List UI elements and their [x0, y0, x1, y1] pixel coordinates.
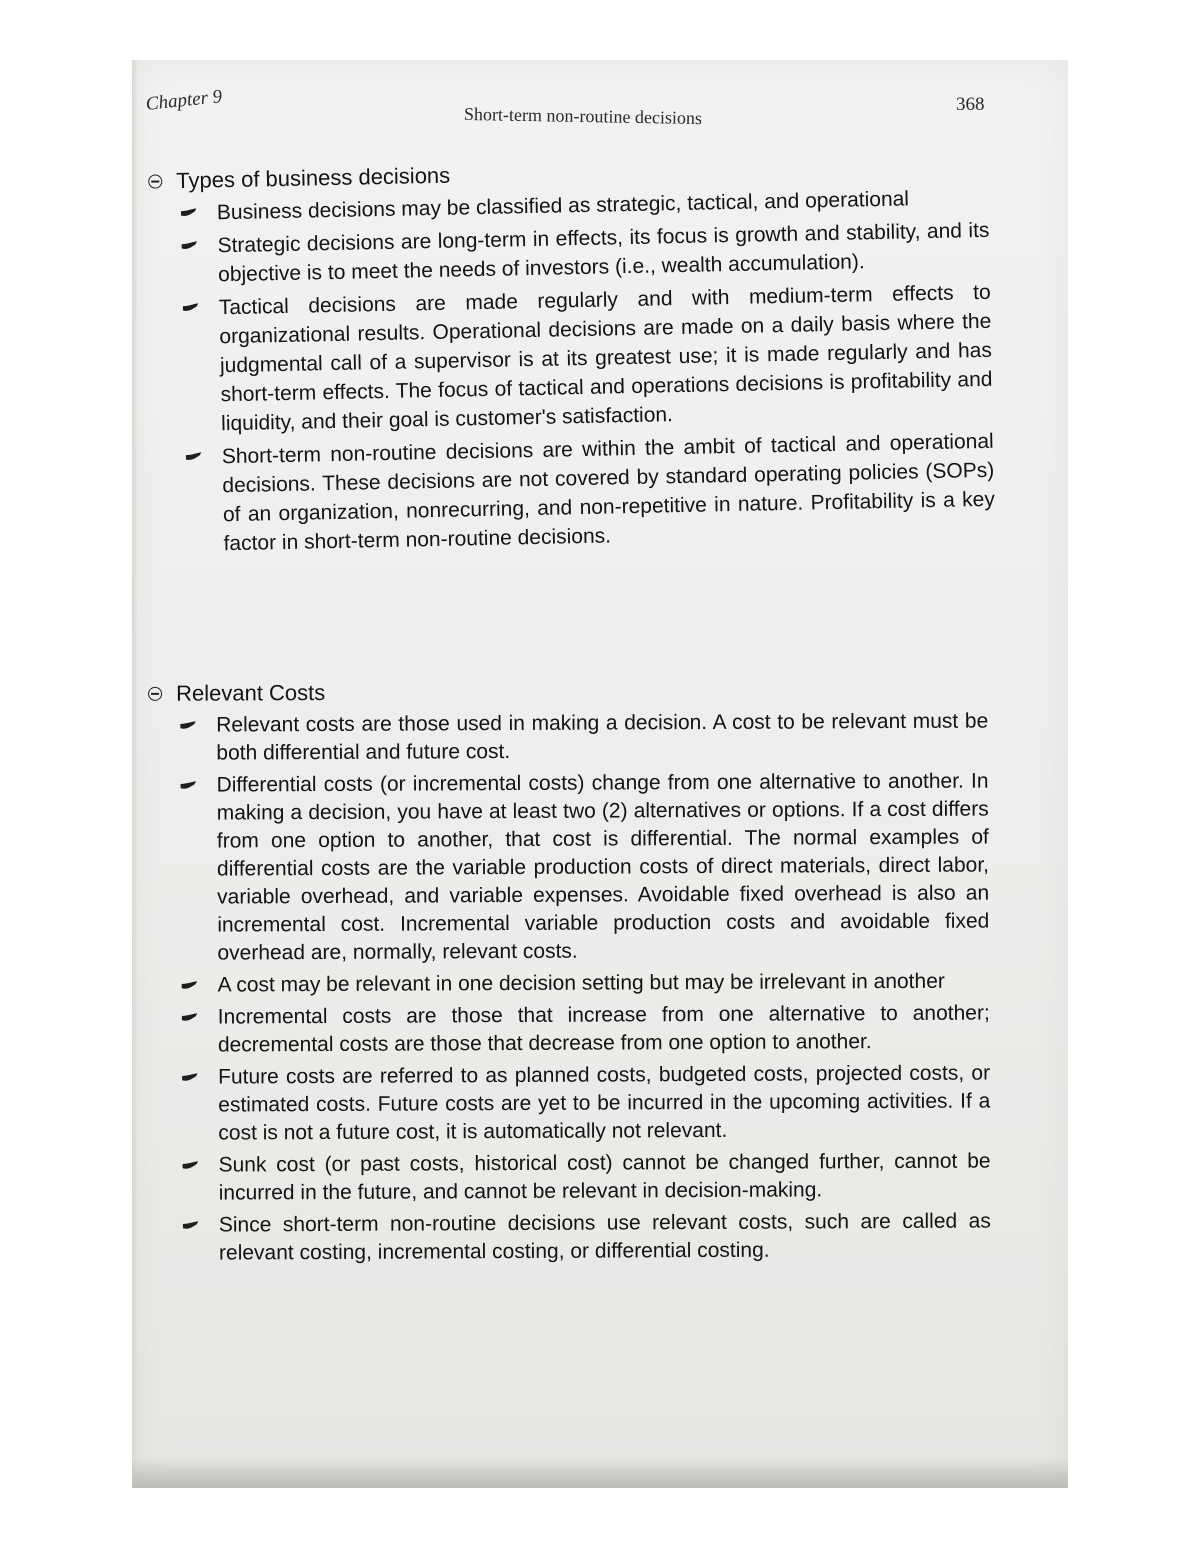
list-item	[135, 1207, 1068, 1268]
section-types-of-business-decisions	[132, 149, 1068, 564]
list-item	[134, 967, 1068, 1000]
list-item-text: Future costs are referred to as planned costs, budgeted costs, projected costs, or estimated costs. Future costs are yet to be incurred in the upcoming activities. If a cost is not a future cost, it is automatically not relevant.	[218, 1061, 991, 1145]
running-title: Short-term non-routine decisions	[463, 103, 703, 129]
section-relevant-costs	[132, 675, 1068, 1272]
list-item-text: Incremental costs are those that increase from one alternative to another; decremental costs are those that decrease from one option to another.	[217, 1001, 990, 1057]
list-item	[134, 1059, 1068, 1148]
circled-minus-icon	[148, 174, 162, 188]
pointing-hand-icon	[180, 721, 196, 730]
pointing-hand-icon	[181, 208, 197, 217]
list-item-text: Business decisions may be classified as strategic, tactical, and operational	[216, 187, 910, 225]
list-item	[132, 767, 1068, 968]
page-sheet	[132, 60, 1068, 1488]
pointing-hand-icon	[183, 1221, 199, 1230]
page-content	[132, 60, 1068, 1488]
section-heading-text: Relevant Costs	[176, 679, 326, 706]
list-item-text: Differential costs (or incremental costs) change from one alternative to another. In making a decision, you have at least two (2) alternatives or options. If a cost differs from one option to another, that cost is differential. The normal examples of differential costs are the variable production costs of direct materials, direct labor, variable overhead, and variable expenses. Avoidable fixed overhead is also an incremental cost. Incremental variable production costs and avoidable fixed overhead are, normally, relevant costs.	[216, 769, 990, 965]
list-item-text: Sunk cost (or past costs, historical cost) cannot be changed further, cannot be incurred in the future, and cannot be relevant in decision-making.	[218, 1149, 991, 1205]
pointing-hand-icon	[181, 781, 197, 790]
pointing-hand-icon	[186, 452, 202, 461]
list-item	[134, 1147, 1068, 1208]
list-item	[134, 999, 1068, 1060]
bullet-list	[133, 181, 1068, 560]
list-item-text: Since short-term non-routine decisions use relevant costs, such are called as relevant costing, incremental costing, or differential costing.	[218, 1209, 991, 1265]
pointing-hand-icon	[182, 1073, 198, 1082]
list-item-text: Short-term non-routine decisions are within the ambit of tactical and operational decisions. These decisions are not covered by standard operating policies (SOPs) of an organization, nonrecurring, and non-repetitive in nature. Profitability is a key factor in short-term non-routine decisions.	[221, 429, 996, 556]
pointing-hand-icon	[182, 981, 198, 990]
chapter-label: Chapter 9	[144, 86, 224, 115]
list-item-text: Tactical decisions are made regularly and with medium-term effects to organizational results. Operational decisions are made on a daily basis where the judgmental call of a supervisor is at its greatest use; it is made regularly and has short-term effects. The focus of tactical and operations decisions is profitability and liquidity, and their goal is customer's satisfaction.	[218, 280, 993, 436]
paper-bottom-edge	[132, 1458, 1068, 1488]
pointing-hand-icon	[181, 241, 197, 250]
pointing-hand-icon	[182, 1013, 198, 1022]
bullet-list	[132, 707, 1068, 1268]
list-item-text: Strategic decisions are long-term in effects, its focus is growth and stability, and its objective is to meet the needs of investors (i.e., wealth accumulation).	[217, 218, 990, 287]
circled-minus-icon	[148, 687, 162, 701]
section-heading-text: Types of business decisions	[176, 162, 451, 194]
pointing-hand-icon	[183, 1161, 199, 1170]
list-item	[132, 707, 1068, 768]
list-item-text: A cost may be relevant in one decision setting but may be irrelevant in another	[217, 969, 945, 997]
page-number: 368	[956, 94, 985, 115]
pointing-hand-icon	[183, 303, 199, 312]
list-item	[138, 425, 1068, 560]
section-heading	[148, 675, 1068, 708]
list-item	[135, 276, 1068, 440]
list-item-text: Relevant costs are those used in making a decision. A cost to be relevant must be both differential and future cost.	[216, 709, 989, 765]
